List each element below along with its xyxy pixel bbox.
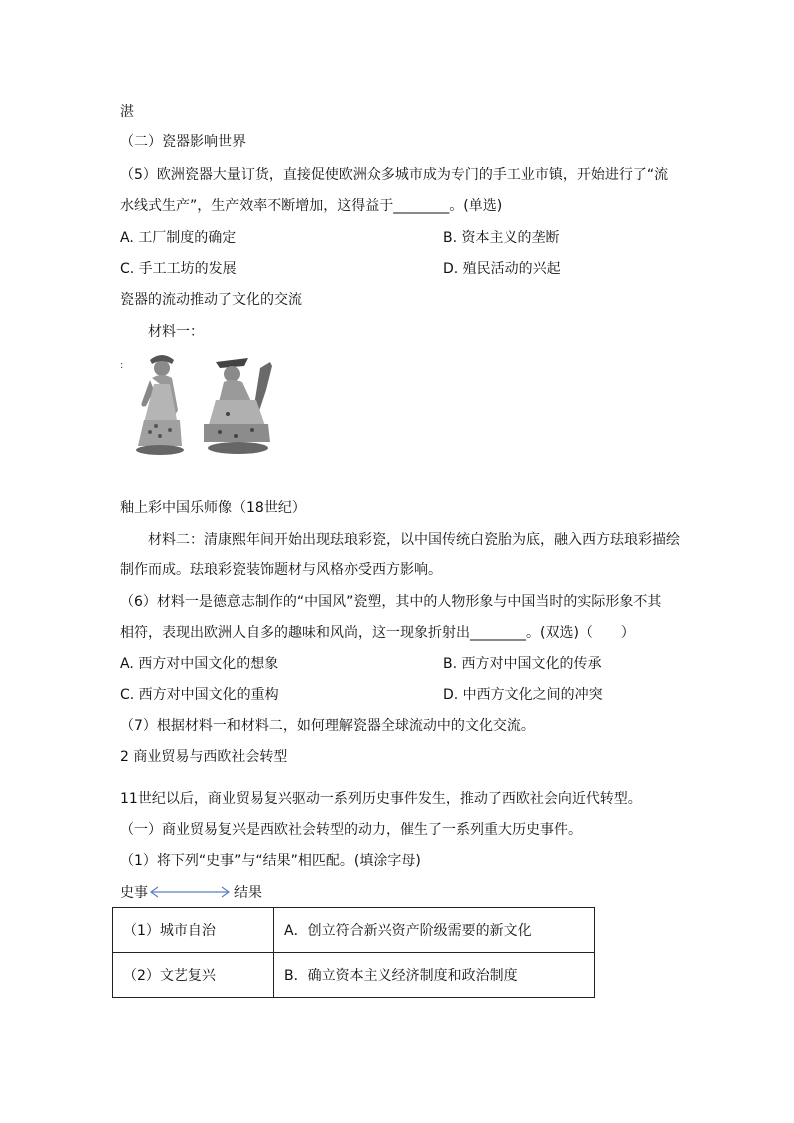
option-6b: B. 西方对中国文化的传承 — [443, 656, 602, 672]
text-line: 湛 — [120, 104, 134, 120]
material-1-label: 材料一： — [148, 324, 204, 340]
table-row — [113, 953, 595, 998]
events-label: 史事 — [120, 885, 148, 901]
table-cell-event: （1）城市自治 — [113, 908, 274, 953]
question-1: （1）将下列“史事”与“结果”相匹配。(填涂字母) — [120, 853, 421, 869]
question-7: （7）根据材料一和材料二，如何理解瓷器全球流动中的文化交流。 — [120, 718, 535, 734]
paragraph: 11世纪以后，商业贸易复兴驱动一系列历史事件发生，推动了西欧社会向近代转型。 — [120, 791, 642, 807]
material-2-line2: 制作而成。珐琅彩瓷装饰题材与风格亦受西方影响。 — [120, 562, 442, 578]
question-6-line2: 相符，表现出欧洲人自多的趣味和风尚，这一现象折射出________。(双选)（ ） — [120, 625, 635, 641]
option-6a: A. 西方对中国文化的想象 — [120, 656, 279, 672]
question-5-line2: 水线式生产”，生产效率不断增加，这得益于________。(单选) — [120, 198, 503, 214]
figure-caption: 釉上彩中国乐师像（18世纪） — [120, 500, 306, 516]
figurine-left — [136, 355, 184, 455]
table-cell-event: （2）文艺复兴 — [113, 953, 274, 998]
double-arrow-icon — [148, 885, 232, 899]
figurine-right — [204, 358, 272, 454]
option-5b: B. 资本主义的垄断 — [443, 230, 560, 246]
material-2-line1: 材料二：清康熙年间开始出现珐琅彩瓷，以中国传统白瓷胎为底，融入西方珐琅彩描绘 — [148, 532, 680, 548]
table-cell-result: A．创立符合新兴资产阶级需要的新文化 — [274, 908, 595, 953]
option-5a: A. 工厂制度的确定 — [120, 230, 237, 246]
table-cell-result: B．确立资本主义经济制度和政治制度 — [274, 953, 595, 998]
option-6d: D. 中西方文化之间的冲突 — [443, 687, 603, 703]
results-label: 结果 — [234, 885, 262, 901]
question-5-line1: （5）欧洲瓷器大量订货，直接促使欧洲众多城市成为专门的手工业市镇，开始进行了“流 — [120, 167, 669, 183]
section-2-heading: 2 商业贸易与西欧社会转型 — [120, 749, 288, 765]
subsection-heading: （一）商业贸易复兴是西欧社会转型的动力，催生了一系列重大历史事件。 — [120, 822, 582, 838]
option-6c: C. 西方对中国文化的重构 — [120, 687, 279, 703]
question-6-line1: （6）材料一是德意志制作的“中国风”瓷塑，其中的人物形象与中国当时的实际形象不其 — [120, 594, 662, 610]
table-row — [113, 908, 595, 953]
section-heading: （二）瓷器影响世界 — [120, 134, 246, 150]
porcelain-figurines-image — [120, 350, 290, 460]
option-5d: D. 殖民活动的兴起 — [443, 261, 561, 277]
option-5c: C. 手工工坊的发展 — [120, 261, 237, 277]
svg-text::: : — [120, 360, 124, 371]
matching-table — [112, 907, 595, 998]
text-line: 瓷器的流动推动了文化的交流 — [120, 292, 302, 308]
